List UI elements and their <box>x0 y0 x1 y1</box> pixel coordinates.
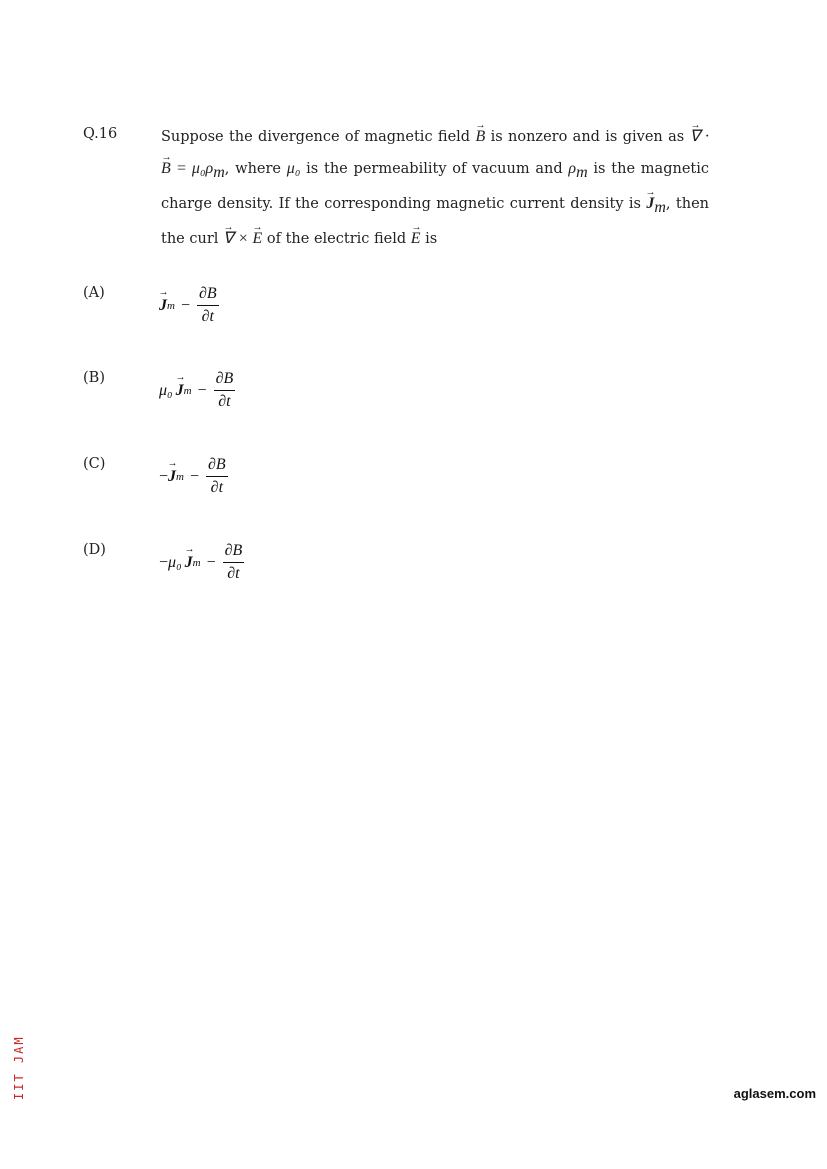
nabla-operator: → ∇ <box>223 223 234 254</box>
rho: ρ <box>568 160 577 177</box>
vector-b: → B <box>161 153 171 184</box>
vector-j: → J <box>646 188 654 219</box>
question-number: Q.16 <box>83 126 118 142</box>
mu-zero: μ₀ <box>159 381 173 399</box>
negative-sign: − <box>159 467 169 485</box>
fraction-numerator: ∂B <box>223 543 245 563</box>
footer-site: aglasem.com <box>733 1086 816 1101</box>
option-expression-d <box>159 543 244 582</box>
option-label-a: (A) <box>83 285 105 301</box>
exam-watermark: IIT JAM <box>12 1035 26 1100</box>
subscript: m <box>183 384 192 397</box>
vector-e: → E <box>411 223 421 254</box>
option-label-d: (D) <box>83 542 106 558</box>
option-expression-b <box>159 371 235 410</box>
text-segment: is the magnetic charge density. If the corresponding magnetic current density is <box>161 161 709 212</box>
subscript: m <box>654 198 666 216</box>
fraction-denominator: ∂t <box>210 479 224 496</box>
negative-sign: − <box>159 553 169 571</box>
mu-zero: μ₀ <box>286 160 301 177</box>
text-segment: is nonzero and is given as <box>485 129 690 145</box>
text-segment: is the permeability of vacuum and <box>300 161 569 177</box>
minus-sign: − <box>197 381 207 399</box>
option-label-c: (C) <box>83 456 106 472</box>
fraction-numerator: ∂B <box>214 371 236 391</box>
nabla-operator: → ∇ <box>690 121 701 152</box>
option-expression-c <box>159 457 228 496</box>
vector-j: → J <box>168 468 176 486</box>
question-text <box>161 121 709 255</box>
option-label-b: (B) <box>83 370 105 386</box>
equation-rhs: = μ₀ρ <box>170 160 214 177</box>
minus-sign: − <box>189 467 200 485</box>
fraction-numerator: ∂B <box>197 286 219 306</box>
subscript: m <box>576 163 588 181</box>
option-expression-a <box>159 286 219 325</box>
mu-zero: μ₀ <box>168 553 182 571</box>
vector-b: → B <box>475 121 485 152</box>
fraction-denominator: ∂t <box>227 565 240 582</box>
partial-fraction <box>197 286 219 325</box>
vector-j: → J <box>185 554 193 572</box>
minus-sign: − <box>180 296 190 314</box>
text-segment: , where <box>224 161 287 177</box>
text-segment: is <box>420 230 438 247</box>
vector-j: → J <box>159 297 167 315</box>
dot-operator: · <box>700 128 710 145</box>
subscript: m <box>176 470 184 483</box>
subscript: m <box>213 163 225 181</box>
partial-fraction <box>214 371 236 410</box>
minus-sign: − <box>206 553 216 571</box>
fraction-numerator: ∂B <box>206 457 228 477</box>
vector-e: → E <box>253 223 263 254</box>
text-segment: Suppose the divergence of magnetic field <box>161 129 476 145</box>
partial-fraction <box>223 543 245 582</box>
fraction-denominator: ∂t <box>201 308 214 325</box>
vector-j: → J <box>176 382 184 400</box>
partial-fraction <box>206 457 228 496</box>
subscript: m <box>192 556 201 569</box>
cross-operator: × <box>233 229 253 247</box>
subscript: m <box>167 299 175 312</box>
fraction-denominator: ∂t <box>218 393 231 410</box>
text-segment: of the electric field <box>262 230 411 247</box>
text-segment: , then the curl <box>161 195 709 247</box>
